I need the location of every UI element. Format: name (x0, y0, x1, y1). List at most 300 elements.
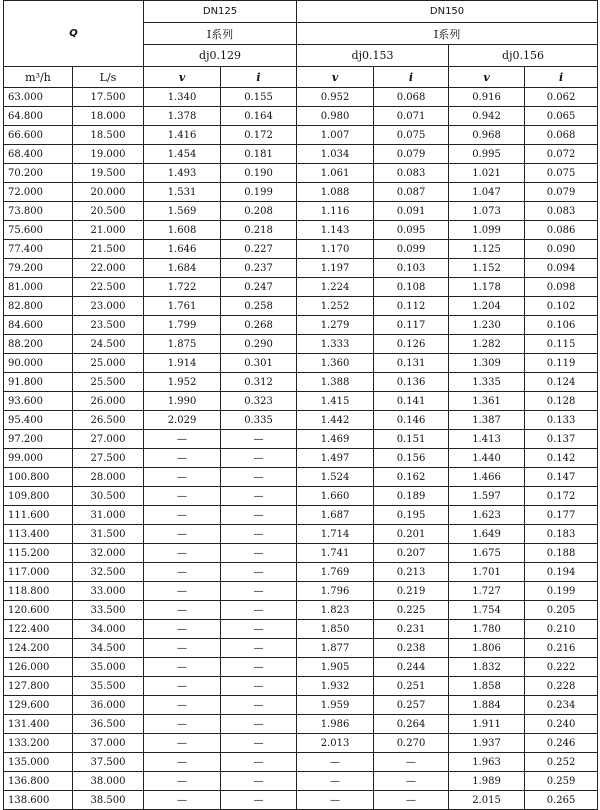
dn150a-gradient-cell: 0.112 (374, 297, 449, 316)
dn150b-velocity-cell: 1.911 (449, 715, 525, 734)
dn150b-gradient-cell: 0.079 (525, 183, 598, 202)
table-row (4, 373, 598, 392)
table-row (4, 88, 598, 107)
dn125-gradient-cell: 0.218 (221, 221, 297, 240)
dn150a-gradient-cell: — (374, 753, 449, 772)
dn125-velocity-cell: — (144, 582, 221, 601)
dn150a-gradient-cell: 0.156 (374, 449, 449, 468)
dn150b-velocity-cell: 1.858 (449, 677, 525, 696)
dn150b-gradient-cell: 0.142 (525, 449, 598, 468)
dn125-gradient-cell: 0.290 (221, 335, 297, 354)
dn150a-velocity-cell: 1.197 (297, 259, 374, 278)
dn150a-gradient-cell: 0.071 (374, 107, 449, 126)
flow-ls-cell: 30.500 (73, 487, 144, 506)
flow-m3h-cell: 124.200 (4, 639, 73, 658)
dn150b-gradient-cell: 0.065 (525, 107, 598, 126)
dn150b-gradient-cell: 0.228 (525, 677, 598, 696)
dn125-velocity-cell: — (144, 449, 221, 468)
dn125-velocity-cell: 1.914 (144, 354, 221, 373)
dn150a-velocity-cell: 1.360 (297, 354, 374, 373)
dn125-velocity-cell: 1.569 (144, 202, 221, 221)
dn125-gradient-cell: — (221, 601, 297, 620)
table-row (4, 335, 598, 354)
dn125-velocity-cell: — (144, 791, 221, 810)
dn150a-velocity-cell: 1.524 (297, 468, 374, 487)
flow-ls-cell: 32.000 (73, 544, 144, 563)
table-row (4, 677, 598, 696)
flow-m3h-cell: 135.000 (4, 753, 73, 772)
dn150b-velocity-cell: 1.204 (449, 297, 525, 316)
dn150b-velocity-cell: 0.995 (449, 145, 525, 164)
velocity-header: v (449, 67, 525, 88)
flow-ls-cell: 21.500 (73, 240, 144, 259)
dn125-velocity-cell: — (144, 601, 221, 620)
dn150b-gradient-cell: 0.194 (525, 563, 598, 582)
dn150a-velocity-cell: 1.932 (297, 677, 374, 696)
dn125-gradient-cell: 0.155 (221, 88, 297, 107)
dn150b-velocity-cell: 1.309 (449, 354, 525, 373)
dn150a-gradient-cell: 0.075 (374, 126, 449, 145)
dn150b-gradient-cell: 0.072 (525, 145, 598, 164)
dn150b-gradient-cell: 0.199 (525, 582, 598, 601)
dn150b-velocity-cell: 1.099 (449, 221, 525, 240)
flow-m3h-cell: 64.800 (4, 107, 73, 126)
dn150b-gradient-cell: 0.172 (525, 487, 598, 506)
dn150b-gradient-cell: 0.090 (525, 240, 598, 259)
dn150b-gradient-cell: 0.210 (525, 620, 598, 639)
hydraulic-gradient-header: i (525, 67, 598, 88)
flow-m3h-cell: 99.000 (4, 449, 73, 468)
dn150b-gradient-cell: 0.083 (525, 202, 598, 221)
dn150b-velocity-cell: 1.152 (449, 259, 525, 278)
flow-m3h-cell: 88.200 (4, 335, 73, 354)
flow-m3h-cell: 126.000 (4, 658, 73, 677)
table-row (4, 487, 598, 506)
dn150b-gradient-cell: 0.075 (525, 164, 598, 183)
dn150-inner-diameter-b: dj0.156 (449, 45, 598, 67)
dn125-velocity-cell: 1.952 (144, 373, 221, 392)
dn150a-velocity-cell: 1.116 (297, 202, 374, 221)
dn150a-velocity-cell: 1.252 (297, 297, 374, 316)
dn150a-velocity-cell: 1.224 (297, 278, 374, 297)
dn125-gradient-cell: — (221, 696, 297, 715)
dn150b-gradient-cell: 0.102 (525, 297, 598, 316)
flow-m3h-cell: 93.600 (4, 392, 73, 411)
dn150b-velocity-cell: 1.989 (449, 772, 525, 791)
flow-m3h-cell: 100.800 (4, 468, 73, 487)
dn150a-velocity-cell: 1.660 (297, 487, 374, 506)
dn150b-gradient-cell: 0.128 (525, 392, 598, 411)
dn150a-gradient-cell: 0.195 (374, 506, 449, 525)
flow-rate-header: Q (4, 1, 144, 67)
dn150b-gradient-cell: 0.188 (525, 544, 598, 563)
table-row (4, 468, 598, 487)
dn150b-gradient-cell: 0.137 (525, 430, 598, 449)
dn125-gradient-cell: 0.237 (221, 259, 297, 278)
table-row (4, 278, 598, 297)
dn150a-velocity-cell: 1.170 (297, 240, 374, 259)
table-row (4, 202, 598, 221)
flow-ls-cell: 21.000 (73, 221, 144, 240)
dn150b-velocity-cell: 1.361 (449, 392, 525, 411)
dn150a-gradient-cell: — (374, 791, 449, 810)
flow-ls-cell: 25.000 (73, 354, 144, 373)
flow-m3h-cell: 68.400 (4, 145, 73, 164)
dn150a-velocity-cell: 0.952 (297, 88, 374, 107)
dn125-gradient-cell: — (221, 772, 297, 791)
dn150b-gradient-cell: 0.252 (525, 753, 598, 772)
dn150a-velocity-cell: 1.741 (297, 544, 374, 563)
flow-m3h-cell: 117.000 (4, 563, 73, 582)
dn150a-gradient-cell: 0.264 (374, 715, 449, 734)
dn150a-gradient-cell: 0.225 (374, 601, 449, 620)
dn150a-gradient-cell: 0.079 (374, 145, 449, 164)
dn150a-gradient-cell: 0.095 (374, 221, 449, 240)
flow-m3h-cell: 127.800 (4, 677, 73, 696)
table-row (4, 696, 598, 715)
dn150b-velocity-cell: 1.178 (449, 278, 525, 297)
dn150a-velocity-cell: — (297, 753, 374, 772)
dn125-velocity-cell: — (144, 487, 221, 506)
dn125-gradient-cell: 0.323 (221, 392, 297, 411)
dn150b-velocity-cell: 1.884 (449, 696, 525, 715)
dn125-velocity-cell: — (144, 658, 221, 677)
flow-ls-cell: 23.500 (73, 316, 144, 335)
table-row (4, 183, 598, 202)
table-row (4, 715, 598, 734)
flow-ls-cell: 27.000 (73, 430, 144, 449)
dn150a-gradient-cell: 0.117 (374, 316, 449, 335)
dn125-gradient-cell: — (221, 563, 297, 582)
hydraulic-gradient-header: i (374, 67, 449, 88)
dn150b-velocity-cell: 1.806 (449, 639, 525, 658)
dn150b-velocity-cell: 0.942 (449, 107, 525, 126)
flow-m3h-cell: 122.400 (4, 620, 73, 639)
dn150a-gradient-cell: 0.087 (374, 183, 449, 202)
flow-m3h-cell: 79.200 (4, 259, 73, 278)
flow-ls-cell: 37.500 (73, 753, 144, 772)
table-row (4, 221, 598, 240)
dn125-gradient-cell: 0.247 (221, 278, 297, 297)
dn150a-velocity-cell: 1.796 (297, 582, 374, 601)
dn125-gradient-cell: 0.301 (221, 354, 297, 373)
dn150b-velocity-cell: 1.832 (449, 658, 525, 677)
dn150a-velocity-cell: 1.333 (297, 335, 374, 354)
dn150a-gradient-cell: 0.108 (374, 278, 449, 297)
dn150a-velocity-cell: 1.061 (297, 164, 374, 183)
flow-m3h-cell: 97.200 (4, 430, 73, 449)
dn150a-velocity-cell: 1.497 (297, 449, 374, 468)
dn150b-velocity-cell: 2.015 (449, 791, 525, 810)
dn150b-gradient-cell: 0.106 (525, 316, 598, 335)
flow-m3h-cell: 81.000 (4, 278, 73, 297)
dn150a-velocity-cell: 1.986 (297, 715, 374, 734)
dn125-velocity-cell: 1.722 (144, 278, 221, 297)
dn125-velocity-cell: — (144, 525, 221, 544)
dn125-velocity-cell: 1.454 (144, 145, 221, 164)
flow-m3h-cell: 138.600 (4, 791, 73, 810)
dn150a-velocity-cell: 1.415 (297, 392, 374, 411)
dn150a-velocity-cell: 1.442 (297, 411, 374, 430)
flow-ls-cell: 18.000 (73, 107, 144, 126)
dn125-velocity-cell: 1.340 (144, 88, 221, 107)
dn150b-gradient-cell: 0.124 (525, 373, 598, 392)
dn150a-gradient-cell: 0.131 (374, 354, 449, 373)
unit-m3h-header: m³/h (4, 67, 73, 88)
hydraulic-calculation-table (3, 0, 598, 810)
table-row (4, 259, 598, 278)
dn150a-gradient-cell: 0.201 (374, 525, 449, 544)
dn150a-gradient-cell: 0.136 (374, 373, 449, 392)
dn150b-velocity-cell: 1.387 (449, 411, 525, 430)
velocity-header: v (144, 67, 221, 88)
unit-ls-header: L/s (73, 67, 144, 88)
dn125-inner-diameter: dj0.129 (144, 45, 297, 67)
dn150b-velocity-cell: 1.623 (449, 506, 525, 525)
flow-ls-cell: 22.000 (73, 259, 144, 278)
dn150-series-header: Ⅰ系列 (297, 23, 598, 45)
table-row (4, 354, 598, 373)
dn150b-gradient-cell: 0.098 (525, 278, 598, 297)
dn150b-velocity-cell: 0.916 (449, 88, 525, 107)
dn150b-gradient-cell: 0.265 (525, 791, 598, 810)
dn150b-velocity-cell: 1.440 (449, 449, 525, 468)
dn150b-gradient-cell: 0.086 (525, 221, 598, 240)
table-row (4, 145, 598, 164)
dn125-velocity-cell: 1.378 (144, 107, 221, 126)
dn125-velocity-cell: 1.875 (144, 335, 221, 354)
dn125-velocity-cell: 1.761 (144, 297, 221, 316)
flow-ls-cell: 20.000 (73, 183, 144, 202)
flow-ls-cell: 32.500 (73, 563, 144, 582)
dn125-velocity-cell: 1.608 (144, 221, 221, 240)
dn150b-gradient-cell: 0.119 (525, 354, 598, 373)
dn150b-gradient-cell: 0.177 (525, 506, 598, 525)
dn125-gradient-cell: 0.199 (221, 183, 297, 202)
dn125-series-header: Ⅰ系列 (144, 23, 297, 45)
dn150a-velocity-cell: 1.007 (297, 126, 374, 145)
dn150b-velocity-cell: 1.073 (449, 202, 525, 221)
flow-m3h-cell: 77.400 (4, 240, 73, 259)
dn150b-gradient-cell: 0.147 (525, 468, 598, 487)
flow-ls-cell: 36.500 (73, 715, 144, 734)
dn125-velocity-cell: — (144, 639, 221, 658)
dn150a-velocity-cell: 1.823 (297, 601, 374, 620)
dn150a-gradient-cell: 0.244 (374, 658, 449, 677)
table-row (4, 449, 598, 468)
dn150a-gradient-cell: 0.213 (374, 563, 449, 582)
dn150a-gradient-cell: 0.141 (374, 392, 449, 411)
table-row (4, 164, 598, 183)
flow-m3h-cell: 63.000 (4, 88, 73, 107)
dn125-velocity-cell: — (144, 715, 221, 734)
dn150a-velocity-cell: 0.980 (297, 107, 374, 126)
table-row (4, 392, 598, 411)
dn150b-gradient-cell: 0.216 (525, 639, 598, 658)
dn125-gradient-cell: — (221, 639, 297, 658)
dn150a-velocity-cell: 1.687 (297, 506, 374, 525)
dn150b-velocity-cell: 1.754 (449, 601, 525, 620)
dn125-velocity-cell: — (144, 620, 221, 639)
dn125-velocity-cell: — (144, 506, 221, 525)
dn150a-gradient-cell: 0.238 (374, 639, 449, 658)
dn125-velocity-cell: 1.531 (144, 183, 221, 202)
table-row (4, 734, 598, 753)
table-row (4, 506, 598, 525)
flow-ls-cell: 24.500 (73, 335, 144, 354)
dn125-velocity-cell: — (144, 563, 221, 582)
dn150b-velocity-cell: 1.937 (449, 734, 525, 753)
table-row (4, 297, 598, 316)
dn125-velocity-cell: 1.493 (144, 164, 221, 183)
dn150b-gradient-cell: 0.068 (525, 126, 598, 145)
table-row (4, 316, 598, 335)
dn150b-gradient-cell: 0.115 (525, 335, 598, 354)
dn125-velocity-cell: 1.799 (144, 316, 221, 335)
dn150-inner-diameter-a: dj0.153 (297, 45, 449, 67)
table-row (4, 430, 598, 449)
flow-ls-cell: 33.500 (73, 601, 144, 620)
flow-ls-cell: 26.500 (73, 411, 144, 430)
hydraulic-gradient-header: i (221, 67, 297, 88)
dn125-gradient-cell: 0.268 (221, 316, 297, 335)
flow-m3h-cell: 72.000 (4, 183, 73, 202)
dn150a-velocity-cell: — (297, 772, 374, 791)
dn125-gradient-cell: 0.190 (221, 164, 297, 183)
table-header (4, 1, 598, 88)
flow-ls-cell: 27.500 (73, 449, 144, 468)
dn150b-velocity-cell: 1.780 (449, 620, 525, 639)
dn150b-gradient-cell: 0.183 (525, 525, 598, 544)
dn150a-gradient-cell: 0.126 (374, 335, 449, 354)
dn150b-gradient-cell: 0.094 (525, 259, 598, 278)
dn125-velocity-cell: 1.416 (144, 126, 221, 145)
flow-m3h-cell: 129.600 (4, 696, 73, 715)
dn150a-gradient-cell: 0.251 (374, 677, 449, 696)
flow-m3h-cell: 109.800 (4, 487, 73, 506)
flow-m3h-cell: 111.600 (4, 506, 73, 525)
dn125-gradient-cell: — (221, 791, 297, 810)
flow-ls-cell: 18.500 (73, 126, 144, 145)
flow-m3h-cell: 75.600 (4, 221, 73, 240)
dn150a-velocity-cell: 1.034 (297, 145, 374, 164)
dn125-velocity-cell: — (144, 753, 221, 772)
dn125-gradient-cell: — (221, 468, 297, 487)
dn125-velocity-cell: — (144, 468, 221, 487)
flow-ls-cell: 38.000 (73, 772, 144, 791)
hydraulic-table-page (3, 0, 597, 810)
dn125-velocity-cell: — (144, 696, 221, 715)
dn150a-velocity-cell: 1.714 (297, 525, 374, 544)
dn150-header: DN150 (297, 1, 598, 23)
flow-m3h-cell: 113.400 (4, 525, 73, 544)
flow-m3h-cell: 115.200 (4, 544, 73, 563)
flow-ls-cell: 28.000 (73, 468, 144, 487)
flow-ls-cell: 31.500 (73, 525, 144, 544)
dn150a-velocity-cell: 1.469 (297, 430, 374, 449)
dn150b-velocity-cell: 1.727 (449, 582, 525, 601)
dn150b-velocity-cell: 1.047 (449, 183, 525, 202)
dn150a-gradient-cell: 0.162 (374, 468, 449, 487)
dn150a-velocity-cell: 1.850 (297, 620, 374, 639)
dn125-velocity-cell: — (144, 772, 221, 791)
dn125-gradient-cell: 0.208 (221, 202, 297, 221)
dn125-velocity-cell: — (144, 677, 221, 696)
dn150a-gradient-cell: 0.270 (374, 734, 449, 753)
dn150a-velocity-cell: 1.959 (297, 696, 374, 715)
dn125-gradient-cell: 0.164 (221, 107, 297, 126)
table-row (4, 582, 598, 601)
flow-m3h-cell: 90.000 (4, 354, 73, 373)
dn150a-gradient-cell: 0.083 (374, 164, 449, 183)
dn125-velocity-cell: 2.029 (144, 411, 221, 430)
dn150a-gradient-cell: 0.231 (374, 620, 449, 639)
table-row (4, 601, 598, 620)
dn125-velocity-cell: 1.646 (144, 240, 221, 259)
flow-m3h-cell: 91.800 (4, 373, 73, 392)
table-row (4, 411, 598, 430)
flow-ls-cell: 31.000 (73, 506, 144, 525)
dn125-gradient-cell: — (221, 734, 297, 753)
dn125-velocity-cell: 1.990 (144, 392, 221, 411)
flow-m3h-cell: 136.800 (4, 772, 73, 791)
dn150a-gradient-cell: 0.189 (374, 487, 449, 506)
flow-ls-cell: 26.000 (73, 392, 144, 411)
flow-m3h-cell: 131.400 (4, 715, 73, 734)
flow-ls-cell: 35.000 (73, 658, 144, 677)
dn125-gradient-cell: — (221, 525, 297, 544)
dn150a-gradient-cell: 0.151 (374, 430, 449, 449)
dn150a-velocity-cell: 1.877 (297, 639, 374, 658)
dn125-gradient-cell: — (221, 544, 297, 563)
dn150b-velocity-cell: 1.701 (449, 563, 525, 582)
flow-ls-cell: 22.500 (73, 278, 144, 297)
dn150b-velocity-cell: 1.675 (449, 544, 525, 563)
dn125-gradient-cell: 0.227 (221, 240, 297, 259)
dn150b-velocity-cell: 1.963 (449, 753, 525, 772)
flow-m3h-cell: 82.800 (4, 297, 73, 316)
flow-m3h-cell: 73.800 (4, 202, 73, 221)
dn150a-velocity-cell: 1.388 (297, 373, 374, 392)
flow-ls-cell: 34.500 (73, 639, 144, 658)
table-row (4, 753, 598, 772)
dn125-header: DN125 (144, 1, 297, 23)
flow-ls-cell: 37.000 (73, 734, 144, 753)
dn150a-gradient-cell: 0.091 (374, 202, 449, 221)
dn150a-velocity-cell: 1.769 (297, 563, 374, 582)
dn150a-velocity-cell: 1.905 (297, 658, 374, 677)
dn150a-gradient-cell: 0.257 (374, 696, 449, 715)
dn125-gradient-cell: — (221, 487, 297, 506)
dn125-velocity-cell: — (144, 544, 221, 563)
dn150b-velocity-cell: 1.597 (449, 487, 525, 506)
flow-ls-cell: 17.500 (73, 88, 144, 107)
dn125-gradient-cell: — (221, 449, 297, 468)
flow-ls-cell: 38.500 (73, 791, 144, 810)
dn150b-gradient-cell: 0.234 (525, 696, 598, 715)
dn125-gradient-cell: — (221, 658, 297, 677)
table-row (4, 658, 598, 677)
dn125-gradient-cell: — (221, 506, 297, 525)
table-row (4, 772, 598, 791)
dn125-gradient-cell: 0.335 (221, 411, 297, 430)
dn125-velocity-cell: 1.684 (144, 259, 221, 278)
dn125-gradient-cell: — (221, 715, 297, 734)
dn125-gradient-cell: — (221, 582, 297, 601)
table-row (4, 620, 598, 639)
dn150a-gradient-cell: — (374, 772, 449, 791)
flow-ls-cell: 19.500 (73, 164, 144, 183)
